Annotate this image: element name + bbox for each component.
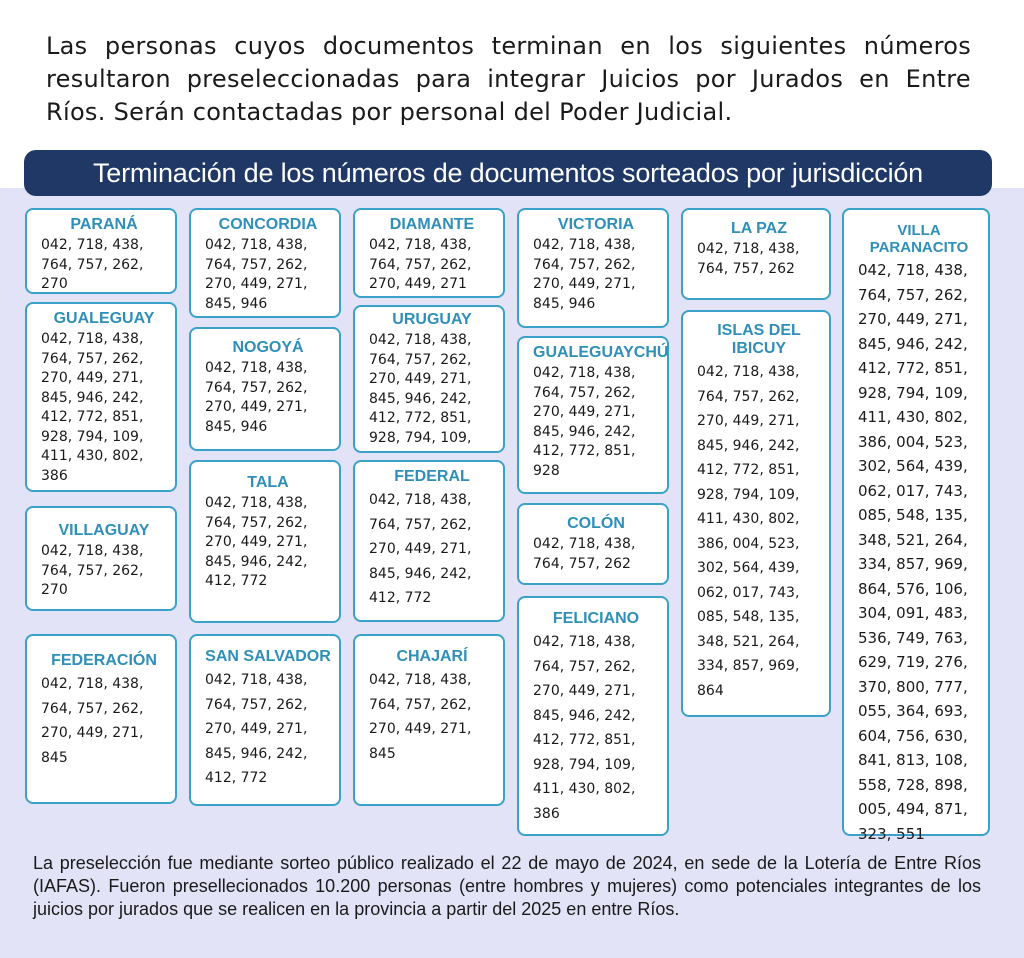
jurisdiction-numbers: 042, 718, 438, 764, 757, 262, 270, 449, 271, 845, 946, 242, 412, 772, 851, 928, 794, 109, [369, 332, 472, 446]
section-banner: Terminación de los números de documentos sorteados por jurisdicción [24, 150, 992, 196]
jurisdiction-name: CHAJARÍ [396, 648, 468, 665]
jurisdiction-name: LA PAZ [731, 220, 787, 237]
jurisdiction-card-gualeguaychu [517, 336, 669, 494]
jurisdiction-name: FELICIANO [552, 610, 640, 627]
jurisdiction-numbers: 042, 718, 438, 764, 757, 262, 270, 449, 271, 845, 946, 242, 412, 772 [369, 492, 472, 606]
jurisdiction-name: DIAMANTE [389, 216, 475, 233]
jurisdiction-card-diamante [353, 208, 505, 298]
jurisdiction-card-chajari [353, 634, 505, 806]
jurisdiction-name: SAN SALVADOR [205, 648, 331, 665]
jurisdiction-numbers: 042, 718, 438, 764, 757, 262, 270, 449, 271, 845, 946, 242, 412, 772, 851, 928, 794, 109, 411, 430, 802, 386, 004, 523, 302, 564, 439, 062, 017, 743, 085, 548, 135, 348, 521, 264, 334, 857, 969, 864 [697, 364, 800, 699]
jurisdiction-numbers: 042, 718, 438, 764, 757, 262, 270, 449, 271, 845, 946, 242, 412, 772 [205, 495, 308, 589]
jurisdiction-name: VILLAGUAY [58, 522, 150, 539]
jurisdiction-name: CONCORDIA [218, 216, 318, 233]
jurisdiction-name: TALA [247, 474, 289, 491]
jurisdiction-numbers: 042, 718, 438, 764, 757, 262, 270 [41, 543, 144, 598]
jurisdiction-numbers: 042, 718, 438, 764, 757, 262 [697, 241, 800, 277]
jurisdiction-card-villaguay [25, 506, 177, 611]
jurisdiction-numbers: 042, 718, 438, 764, 757, 262, 270, 449, 271, 845, 946 [533, 237, 636, 312]
jurisdiction-card-colon [517, 503, 669, 585]
jurisdiction-name: PARANÁ [70, 216, 138, 233]
jurisdiction-numbers: 042, 718, 438, 764, 757, 262, 270, 449, 271, 845, 946 [205, 360, 308, 435]
jurisdiction-numbers: 042, 718, 438, 764, 757, 262, 270, 449, 271, 845, 946 [205, 237, 308, 312]
jurisdiction-name: NOGOYÁ [232, 339, 304, 356]
jurisdiction-numbers: 042, 718, 438, 764, 757, 262, 270, 449, 271, 845, 946, 242, 412, 772, 851, 928 [533, 365, 636, 479]
jurisdiction-card-tala [189, 460, 341, 623]
jurisdiction-numbers: 042, 718, 438, 764, 757, 262, 270, 449, 271, 845 [369, 672, 472, 762]
jurisdiction-name: COLÓN [567, 515, 625, 532]
jurisdiction-card-concordia [189, 208, 341, 318]
jurisdiction-numbers: 042, 718, 438, 764, 757, 262, 270, 449, 271, 845, 946, 242, 412, 772, 851, 928, 794, 109, 411, 430, 802, 386 [533, 634, 636, 822]
jurisdiction-name: VICTORIA [557, 216, 635, 233]
jurisdiction-numbers: 042, 718, 438, 764, 757, 262, 270, 449, 271, 845, 946, 242, 412, 772, 851, 928, 794, 109, 411, 430, 802, 386 [41, 331, 144, 484]
jurisdiction-card-parana [25, 208, 177, 294]
jurisdiction-name: GUALEGUAYCHÚ [533, 344, 669, 361]
jurisdiction-name: GUALEGUAY [53, 310, 155, 327]
footer-paragraph: La preselección fue mediante sorteo público realizado el 22 de mayo de 2024, en sede de la Lotería de Entre Ríos (IAFAS). Fueron presellecionados 10.200 personas (entre hombres y mujeres) como potenciales integrantes de los juicios por jurados que se realicen en la provincia a partir del 2025 en entre Ríos. [33, 853, 981, 919]
jurisdiction-card-villa-paranacito [842, 208, 990, 843]
jurisdiction-card-islas-del-ibicuy [681, 310, 831, 717]
jurisdiction-name: ISLAS DEL IBICUY [717, 322, 801, 357]
jurisdiction-name: FEDERACIÓN [51, 652, 157, 669]
jurisdiction-numbers: 042, 718, 438, 764, 757, 262, 270, 449, 271, 845 [41, 676, 144, 766]
jurisdiction-name: URUGUAY [392, 311, 472, 328]
jurisdiction-card-la-paz [681, 208, 831, 300]
jurisdiction-card-gualeguay [25, 302, 177, 492]
jurisdiction-numbers: 042, 718, 438, 764, 757, 262, 270, 449, 271, 845, 946, 242, 412, 772 [205, 672, 308, 786]
jurisdiction-card-federacion [25, 634, 177, 804]
jurisdiction-name: VILLA PARANACITO [869, 222, 969, 256]
jurisdiction-card-feliciano [517, 596, 669, 836]
jurisdiction-card-federal [353, 460, 505, 622]
intro-paragraph: Las personas cuyos documentos terminan en los siguientes números resultaron preseleccionadas para integrar Juicios por Jurados en Entre Ríos. Serán contactadas por personal del Poder Judicial. [46, 32, 971, 126]
jurisdiction-numbers: 042, 718, 438, 764, 757, 262, 270 [41, 237, 144, 292]
jurisdiction-name: FEDERAL [394, 468, 470, 485]
jurisdiction-card-nogoya [189, 327, 341, 451]
jurisdiction-card-uruguay [353, 305, 505, 453]
jurisdiction-numbers: 042, 718, 438, 764, 757, 262 [533, 536, 636, 572]
jurisdiction-numbers: 042, 718, 438, 764, 757, 262, 270, 449, 271, 845, 946, 242, 412, 772, 851, 928, 794, 109, 411, 430, 802, 386, 004, 523, 302, 564, 439, 062, 017, 743, 085, 548, 135, 348, 521, 264, 334, 857, 969, 864, 576, 106, 304, 091, 483, 536, 749, 763, 629, 719, 276, 370, 800, 777, 055, 364, 693, 604, 756, 630, 841, 813, 108, 558, 728, 898, 005, 494, 871, 323, 551 [858, 261, 968, 843]
jurisdiction-numbers: 042, 718, 438, 764, 757, 262, 270, 449, 271 [369, 237, 472, 292]
jurisdiction-card-victoria [517, 208, 669, 328]
jurisdiction-card-san-salvador [189, 634, 341, 806]
